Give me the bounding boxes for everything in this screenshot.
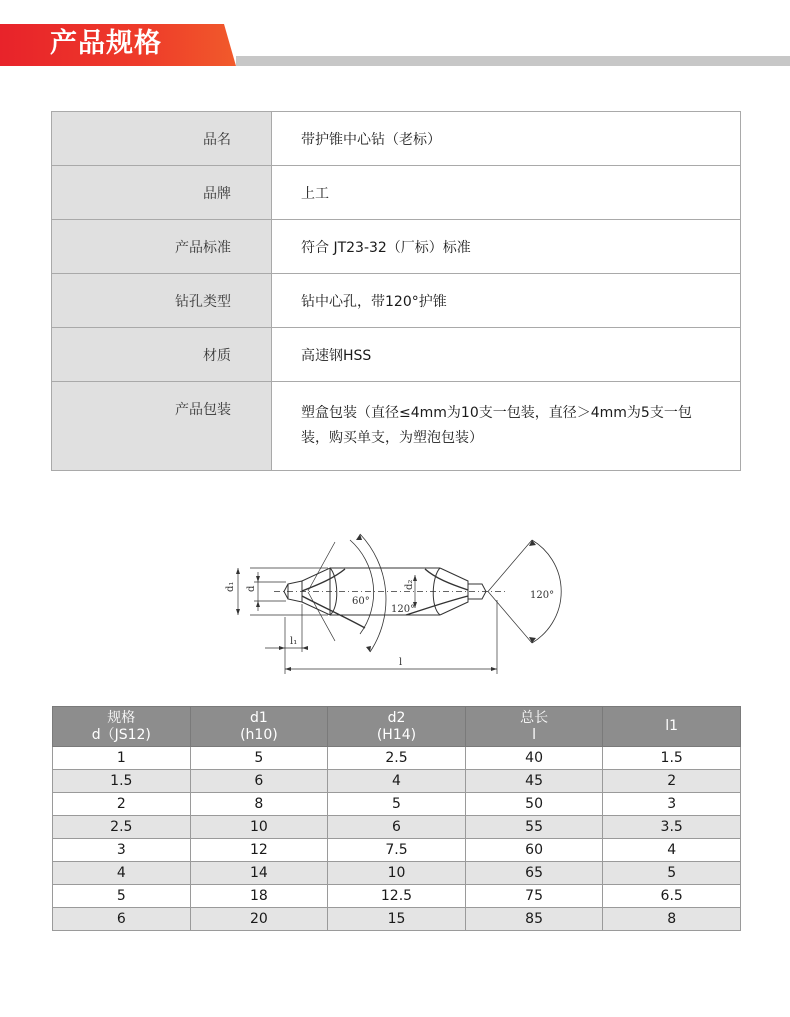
center-drill-diagram [210, 512, 580, 682]
cell: 14 [190, 862, 328, 885]
cell: 6 [190, 770, 328, 793]
spec-row [52, 274, 741, 328]
spec-row [52, 112, 741, 166]
label-d1: d₁ [225, 581, 236, 592]
spec-row [52, 220, 741, 274]
cell: 1.5 [603, 747, 741, 770]
spec-row [52, 328, 741, 382]
spec-value: 钻中心孔，带120°护锥 [272, 274, 741, 328]
spec-key: 产品包装 [52, 382, 272, 471]
label-120-degrees-guard: 120° [391, 604, 416, 615]
cell: 7.5 [328, 839, 466, 862]
cell: 1 [53, 747, 191, 770]
spec-key: 钻孔类型 [52, 274, 272, 328]
cell: 5 [53, 885, 191, 908]
label-d2: d₂ [404, 579, 415, 590]
label-120-degrees-tip: 120° [530, 590, 555, 601]
cell: 10 [328, 862, 466, 885]
spec-value: 带护锥中心钻（老标） [272, 112, 741, 166]
cell: 12 [190, 839, 328, 862]
spec-key: 品牌 [52, 166, 272, 220]
cell: 3.5 [603, 816, 741, 839]
cell: 65 [465, 862, 603, 885]
spec-table [51, 111, 741, 471]
header-cell: d1 (h10) [190, 707, 328, 747]
table-row [53, 816, 741, 839]
cell: 20 [190, 908, 328, 931]
header-gray-bar [236, 56, 790, 66]
cell: 4 [53, 862, 191, 885]
cell: 50 [465, 793, 603, 816]
cell: 4 [328, 770, 466, 793]
cell: 4 [603, 839, 741, 862]
table-row [53, 908, 741, 931]
spec-value: 高速钢HSS [272, 328, 741, 382]
spec-key: 产品标准 [52, 220, 272, 274]
table-row [53, 839, 741, 862]
section-header [0, 24, 790, 66]
cell: 5 [328, 793, 466, 816]
label-60-degrees: 60° [352, 596, 370, 607]
cell: 2.5 [53, 816, 191, 839]
table-row [53, 793, 741, 816]
size-table [52, 706, 741, 931]
cell: 6.5 [603, 885, 741, 908]
cell: 6 [328, 816, 466, 839]
size-table-header [53, 707, 741, 747]
cell: 6 [53, 908, 191, 931]
spec-value: 塑盒包装（直径≤4mm为10支一包装，直径＞4mm为5支一包装，购买单支，为塑泡包装） [272, 382, 741, 471]
cell: 8 [190, 793, 328, 816]
label-l1: l₁ [290, 636, 298, 647]
cell: 3 [53, 839, 191, 862]
spec-row [52, 382, 741, 471]
cell: 18 [190, 885, 328, 908]
table-row [53, 885, 741, 908]
spec-row [52, 166, 741, 220]
label-d: d [246, 585, 257, 592]
cell: 8 [603, 908, 741, 931]
cell: 60 [465, 839, 603, 862]
header-cell: d2 (H14) [328, 707, 466, 747]
header-cell: 规格 d（JS12) [53, 707, 191, 747]
cell: 45 [465, 770, 603, 793]
cell: 2 [603, 770, 741, 793]
cell: 75 [465, 885, 603, 908]
cell: 1.5 [53, 770, 191, 793]
table-row [53, 747, 741, 770]
cell: 12.5 [328, 885, 466, 908]
header-cell: 总长 l [465, 707, 603, 747]
cell: 10 [190, 816, 328, 839]
cell: 2 [53, 793, 191, 816]
spec-value: 符合 JT23-32（厂标）标准 [272, 220, 741, 274]
table-row [53, 862, 741, 885]
spec-key: 品名 [52, 112, 272, 166]
header-cell: l1 [603, 707, 741, 747]
cell: 15 [328, 908, 466, 931]
spec-key: 材质 [52, 328, 272, 382]
cell: 55 [465, 816, 603, 839]
spec-value: 上工 [272, 166, 741, 220]
label-l: l [399, 657, 403, 668]
cell: 5 [603, 862, 741, 885]
cell: 5 [190, 747, 328, 770]
cell: 3 [603, 793, 741, 816]
cell: 2.5 [328, 747, 466, 770]
section-title: 产品规格 [50, 28, 162, 59]
cell: 85 [465, 908, 603, 931]
cell: 40 [465, 747, 603, 770]
table-row [53, 770, 741, 793]
